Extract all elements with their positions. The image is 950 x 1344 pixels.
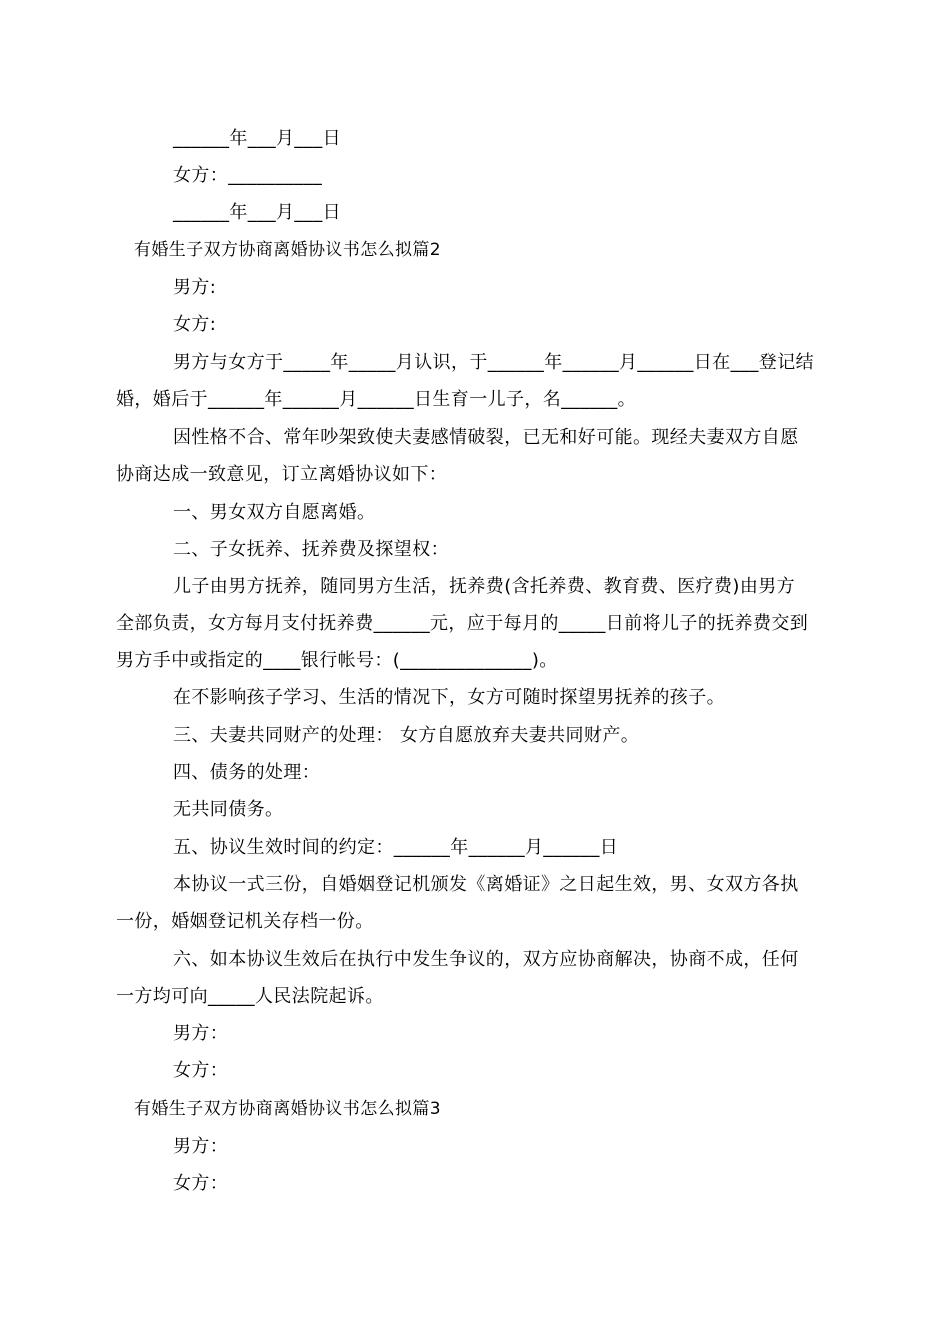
clause-6: 六、如本协议生效后在执行中发生争议的，双方应协商解决，协商不成，任何 bbox=[173, 949, 799, 970]
paragraph-line: 协商达成一致意见，订立离婚协议如下： bbox=[116, 464, 448, 485]
clause-3: 三、夫妻共同财产的处理： 女方自愿放弃夫妻共同财产。 bbox=[173, 725, 640, 746]
female-party-signature: 女方：__________ bbox=[173, 165, 323, 186]
paragraph-line: 因性格不合、常年吵架致使夫妻感情破裂，已无和好可能。现经夫妻双方自愿 bbox=[173, 427, 799, 448]
female-party-label: 女方： bbox=[173, 1060, 229, 1081]
date-line: ______年___月___日 bbox=[173, 128, 341, 149]
paragraph-line: 婚，婚后于______年______月______日生育一儿子，名______。 bbox=[116, 389, 636, 410]
male-party-label: 男方: bbox=[173, 277, 217, 298]
clause-5: 五、协议生效时间的约定：______年______月______日 bbox=[173, 837, 619, 858]
section-heading-3: 有婚生子双方协商离婚协议书怎么拟篇3 bbox=[134, 1099, 442, 1119]
section-heading-2: 有婚生子双方协商离婚协议书怎么拟篇2 bbox=[134, 240, 442, 260]
clause-4: 四、债务的处理： bbox=[173, 762, 321, 783]
male-party-label: 男方： bbox=[173, 1023, 229, 1044]
paragraph-line: 无共同债务。 bbox=[173, 799, 284, 820]
paragraph-line: 全部负责，女方每月支付抚养费______元，应于每月的_____日前将儿子的抚养费交到 bbox=[116, 613, 809, 634]
female-party-label: 女方： bbox=[173, 1173, 229, 1194]
date-line: ______年___月___日 bbox=[173, 202, 341, 223]
paragraph-line: 男方与女方于_____年_____月认识，于______年______月______日在___登记结 bbox=[173, 352, 814, 373]
clause-2: 二、子女抚养、抚养费及探望权： bbox=[173, 539, 449, 560]
male-party-label: 男方： bbox=[173, 1136, 229, 1157]
paragraph-line: 在不影响孩子学习、生活的情况下，女方可随时探望男抚养的孩子。 bbox=[173, 687, 725, 708]
clause-1: 一、男女双方自愿离婚。 bbox=[173, 502, 376, 523]
paragraph-line: 本协议一式三份，自婚姻登记机颁发《离婚证》之日起生效，男、女双方各执 bbox=[173, 874, 799, 895]
paragraph-line: 一方均可向_____人民法院起诉。 bbox=[116, 986, 384, 1007]
paragraph-line: 一份，婚姻登记机关存档一份。 bbox=[116, 911, 374, 932]
paragraph-line: 儿子由男方抚养，随同男方生活，抚养费(含托养费、教育费、医疗费)由男方 bbox=[173, 576, 796, 597]
paragraph-line: 男方手中或指定的____银行帐号：(______________)。 bbox=[116, 650, 558, 671]
female-party-label: 女方: bbox=[173, 314, 217, 335]
